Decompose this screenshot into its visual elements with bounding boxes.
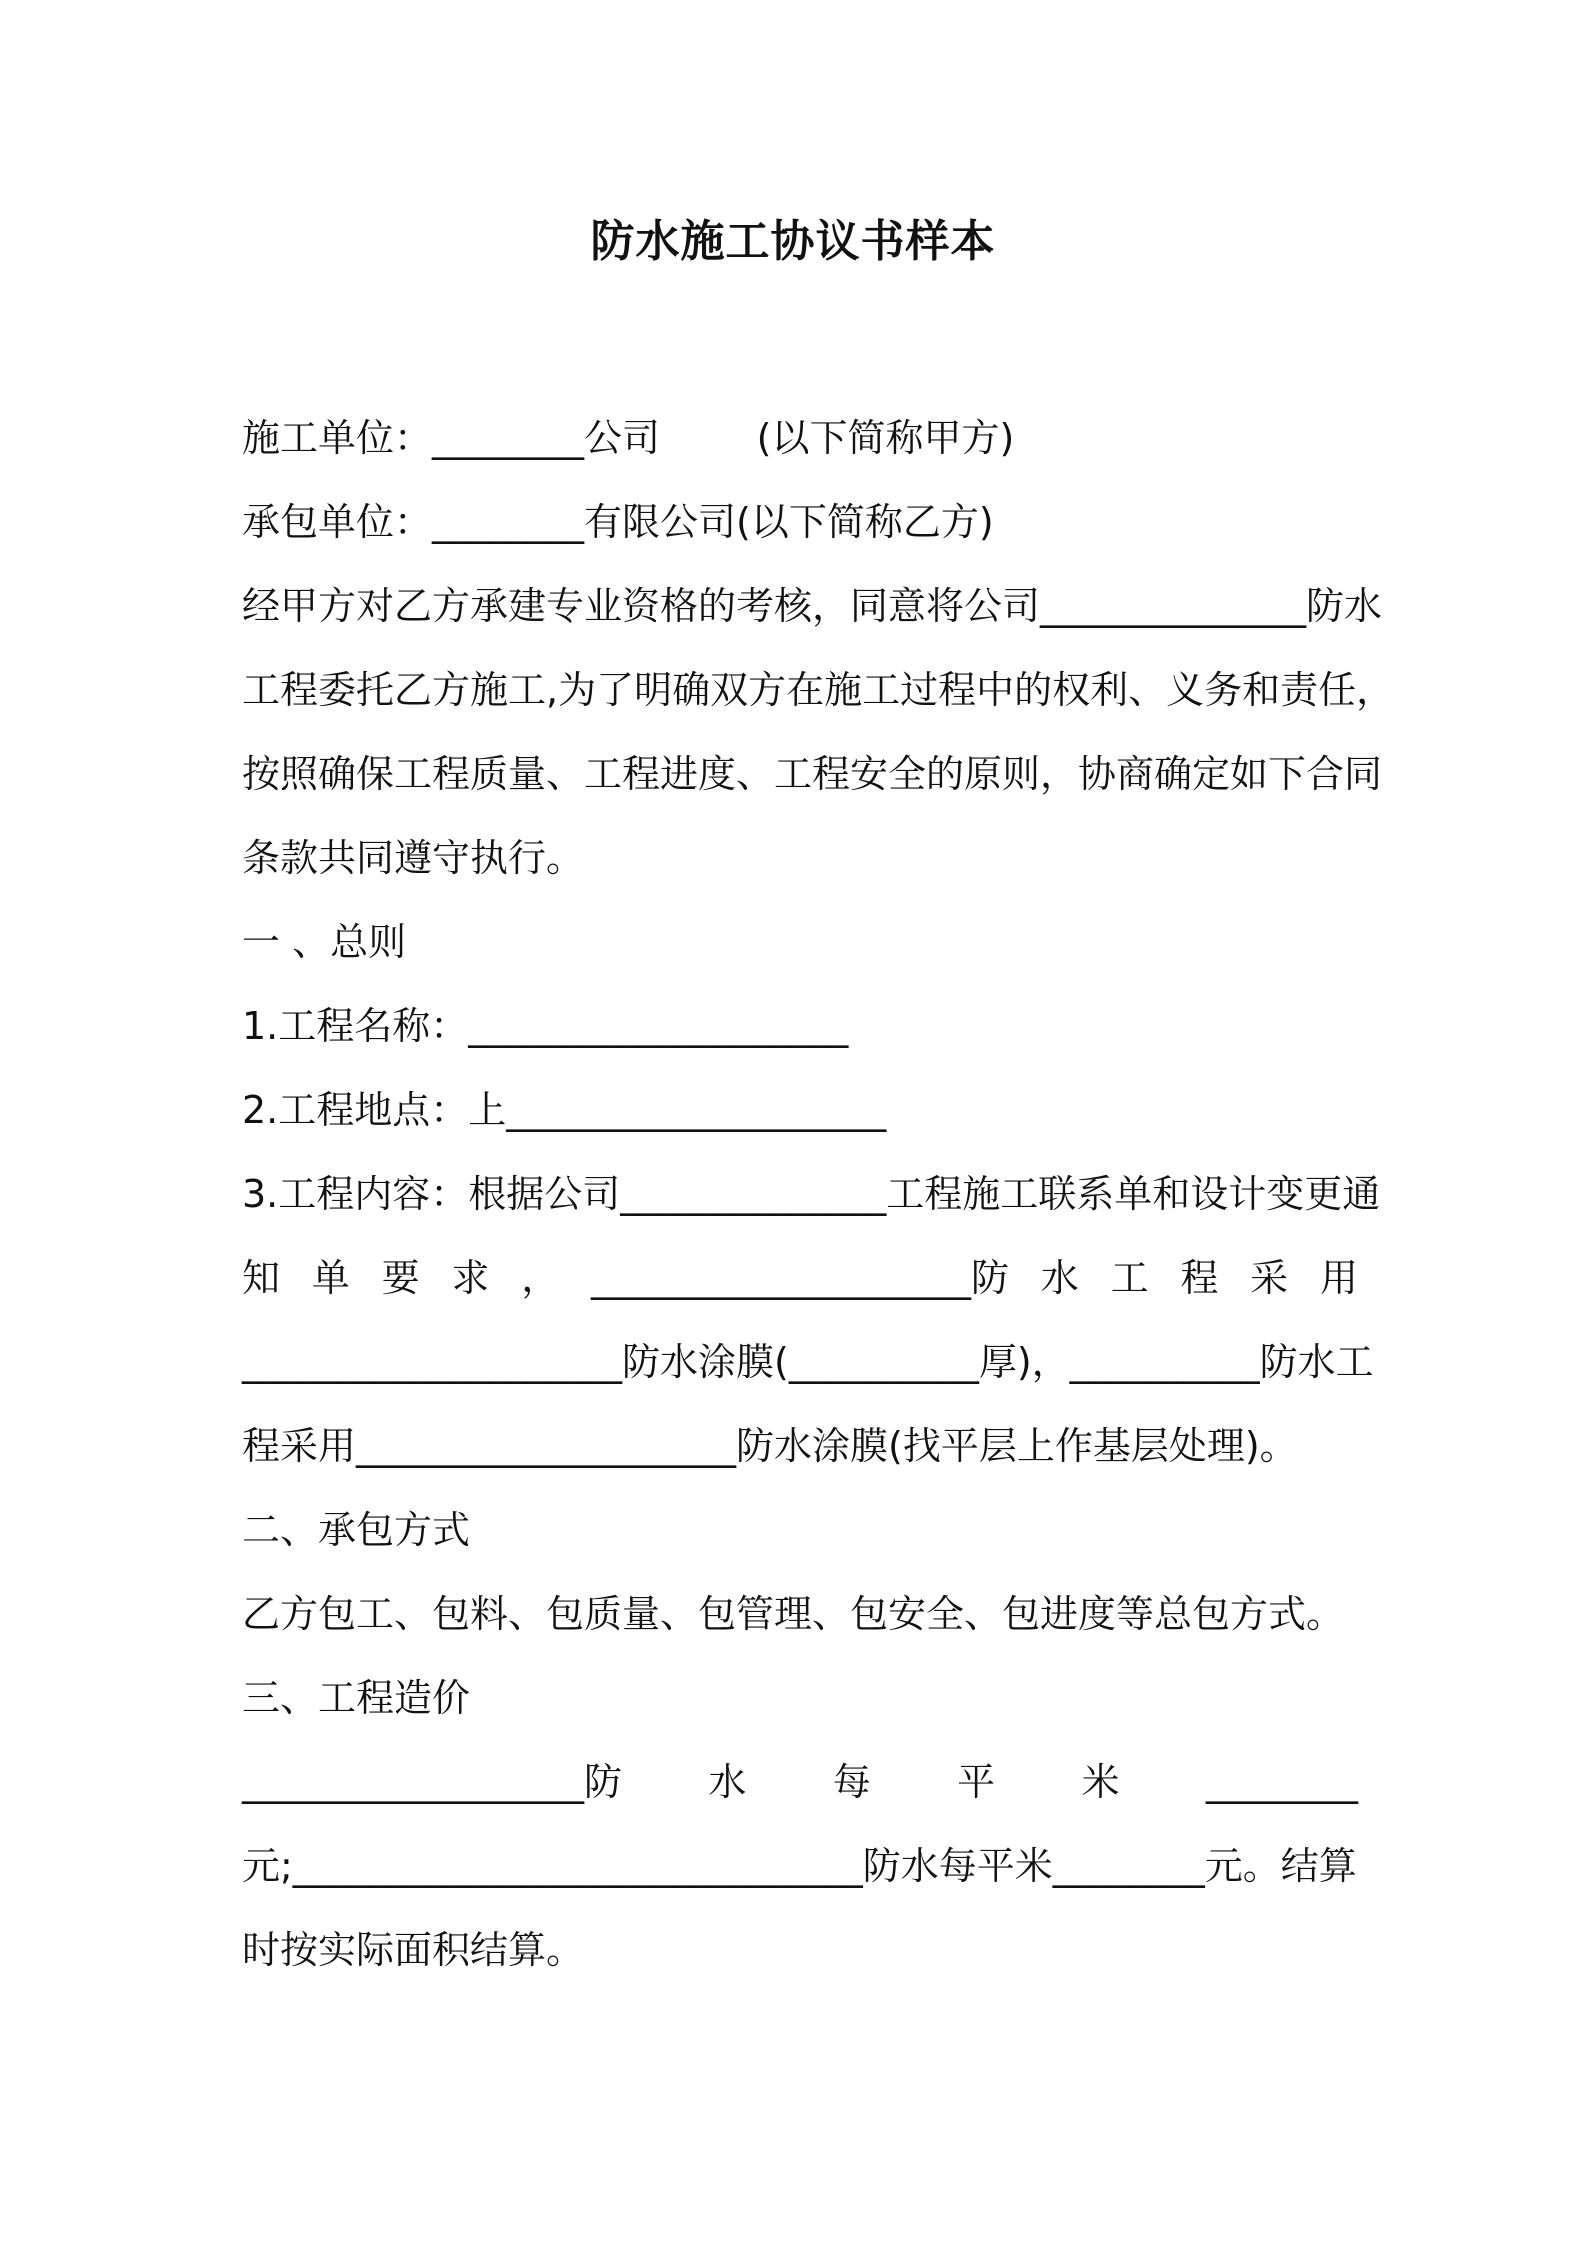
text-segment: 每 [832, 1760, 871, 1804]
text-segment: ____________________防 [590, 1256, 1009, 1300]
text-segment: ， [521, 1256, 560, 1300]
project-content-line-2 [242, 1250, 1358, 1306]
text-segment: 水 [1040, 1256, 1079, 1300]
project-name-line: 1.工程名称：____________________ [242, 1004, 849, 1048]
party-b-line: 承包单位：________有限公司(以下简称乙方) [242, 500, 994, 544]
intro-paragraph-line-1: 经甲方对乙方承建专业资格的考核，同意将公司______________防水 [242, 584, 1383, 628]
section-heading-general: 一 、总则 [242, 920, 407, 964]
text-segment: 采 [1250, 1256, 1289, 1300]
section-heading-cost: 三、工程造价 [242, 1676, 471, 1720]
section-heading-contract-method: 二、承包方式 [242, 1508, 471, 1552]
intro-paragraph-line-3: 按照确保工程质量、工程进度、工程安全的原则，协商确定如下合同 [242, 752, 1383, 796]
text-segment: ________ [1205, 1760, 1358, 1804]
text-segment: 水 [708, 1760, 747, 1804]
text-segment: __________________防 [242, 1760, 623, 1804]
text-segment: 平 [957, 1760, 996, 1804]
project-content-line-3: ____________________防水涂膜(__________厚)，__________防水工 [242, 1340, 1374, 1384]
cost-line-2: 元;______________________________防水每平米________元。结算 [242, 1844, 1357, 1888]
project-content-line-1: 3.工程内容：根据公司______________工程施工联系单和设计变更通 [242, 1172, 1381, 1216]
text-segment: 米 [1081, 1760, 1120, 1804]
text-segment: 求 [451, 1256, 490, 1300]
text-segment: 单 [311, 1256, 350, 1300]
text-segment: 要 [381, 1256, 420, 1300]
cost-line-1 [242, 1754, 1358, 1810]
text-segment: 工 [1110, 1256, 1149, 1300]
cost-line-3: 时按实际面积结算。 [242, 1928, 585, 1972]
contract-method-line: 乙方包工、包料、包质量、包管理、包安全、包进度等总包方式。 [242, 1592, 1345, 1636]
document-title: 防水施工协议书样本 [590, 216, 996, 267]
project-content-line-4: 程采用____________________防水涂膜(找平层上作基层处理)。 [242, 1424, 1298, 1468]
text-segment: 用 [1319, 1256, 1358, 1300]
party-a-line: 施工单位：________公司 (以下简称甲方) [242, 416, 1015, 460]
text-segment: 程 [1180, 1256, 1219, 1300]
intro-paragraph-line-2: 工程委托乙方施工,为了明确双方在施工过程中的权利、义务和责任， [242, 668, 1395, 712]
project-location-line: 2.工程地点：上____________________ [242, 1088, 887, 1132]
intro-paragraph-line-4: 条款共同遵守执行。 [242, 836, 585, 880]
text-segment: 知 [242, 1256, 281, 1300]
